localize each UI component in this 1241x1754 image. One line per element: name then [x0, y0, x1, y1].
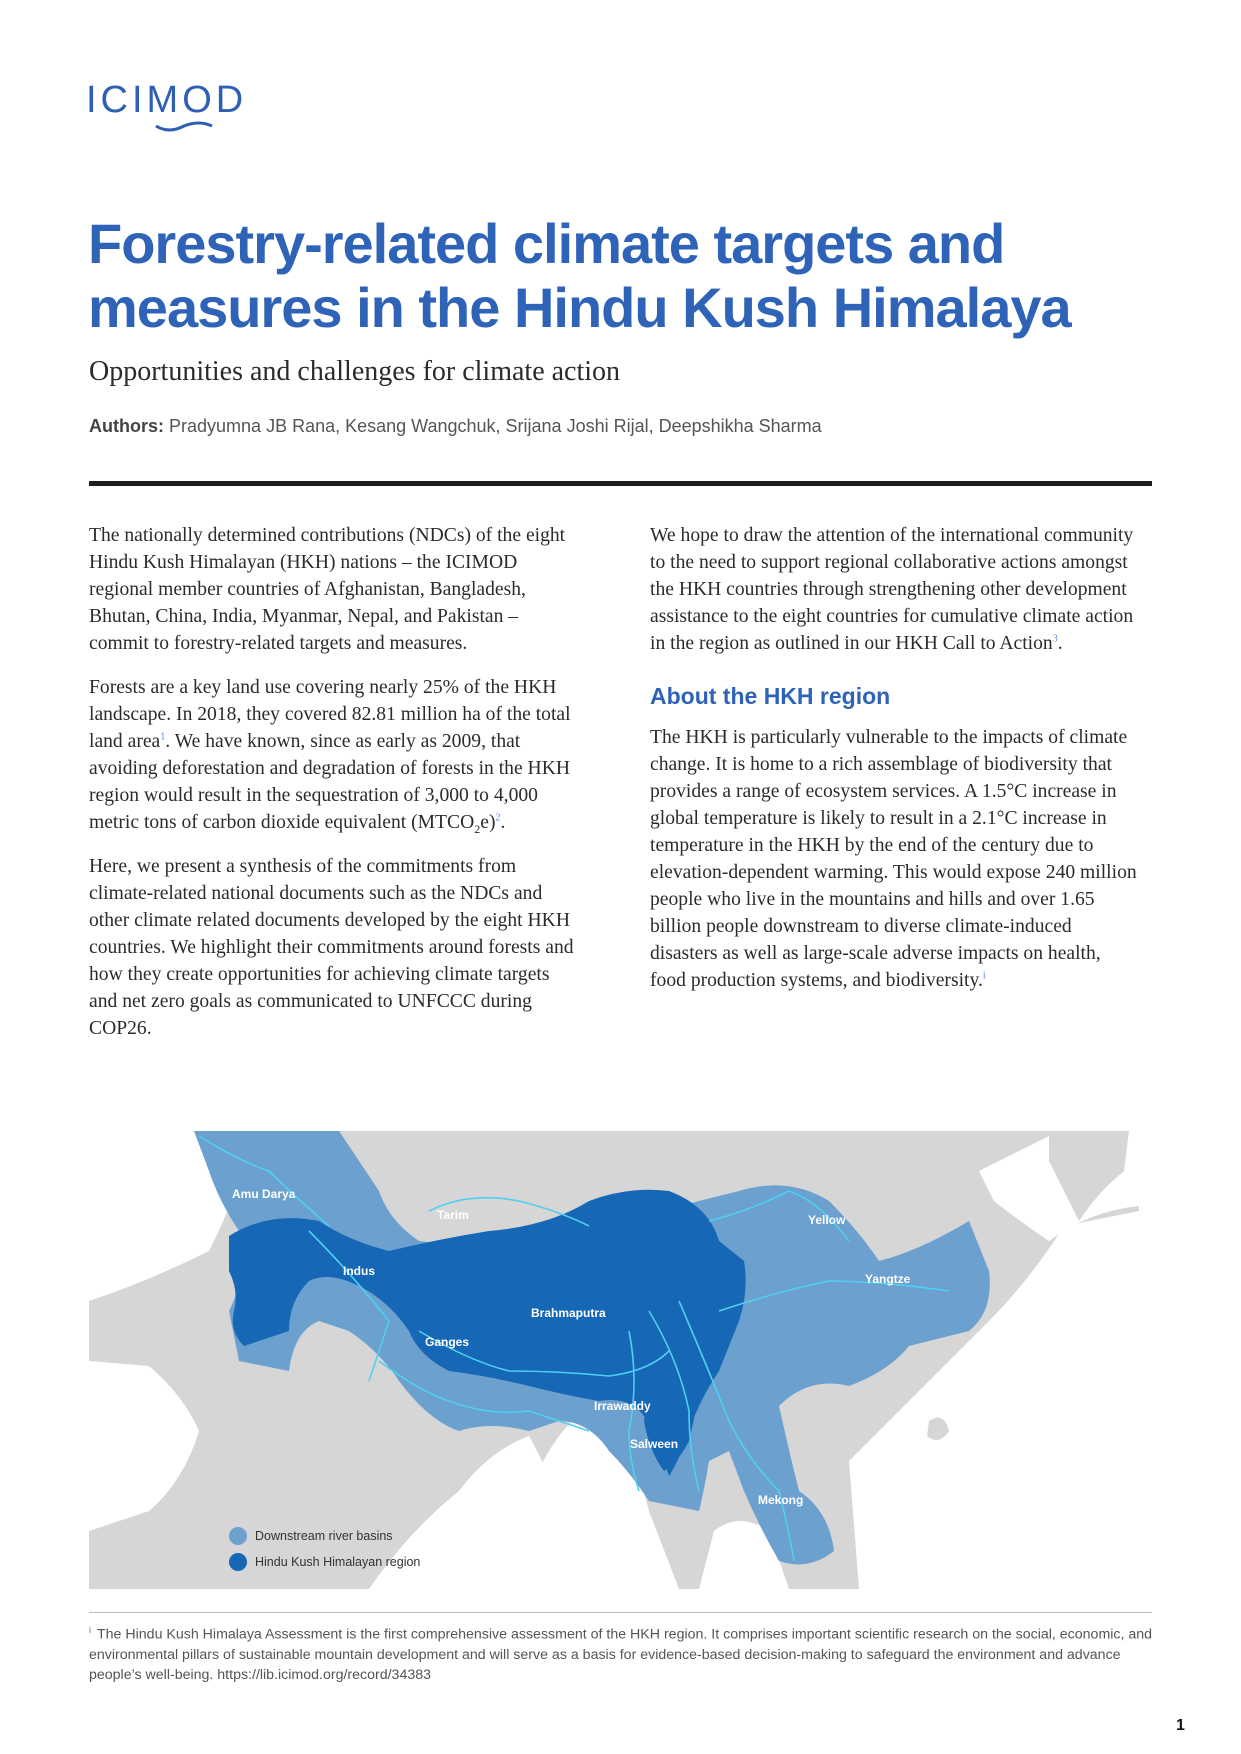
footnote-ref-1[interactable]: 1 [160, 731, 166, 743]
river-label-irrawaddy: Irrawaddy [594, 1399, 651, 1413]
river-label-yangtze: Yangtze [865, 1272, 911, 1286]
page-title [88, 212, 1168, 340]
footnote-ref-i[interactable]: i [982, 970, 986, 982]
intro-paragraph: The nationally determined contributions (NDCs) of the eight Hindu Kush Himalayan (HKH) nations – the ICIMOD regional member countries of Afghanistan, Bangladesh, Bhutan, China, India, Myanmar, Nepal, and Pakistan – commit to forestry-related targets and measures. [89, 525, 566, 654]
legend-downstream-label: Downstream river basins [255, 1529, 393, 1543]
about-hkh-paragraph [650, 724, 1140, 994]
icimod-logo [86, 80, 286, 140]
forests-text-c: e) [480, 812, 496, 833]
page-subtitle: Opportunities and challenges for climate action [89, 356, 621, 387]
about-hkh-text: The HKH is particularly vulnerable to the impacts of climate change. It is home to a rich assemblage of biodiversity that provides a range of ecosystem services. A 1.5°C increase in global temperature is likely to result in a 2.1°C increase in temperature in the HKH by the end of the century due to elevation-dependent warming. This would expose 240 million people who live in the mountains and hills and over 1.65 billion people downstream to diverse climate-induced disasters as well as large-scale adverse impacts on health, food production systems, and biodiversity. [650, 727, 1137, 991]
forests-text-b: . We have known, since as early as 2009, that avoiding deforestation and degradation of forests in the HKH region would result in the sequestration of 3,000 to 4,000 metric tons of carbon dioxide equivalent (MTCO [89, 731, 571, 833]
river-label-ganges: Ganges [425, 1335, 470, 1349]
river-label-mekong: Mekong [758, 1493, 804, 1507]
right-column [650, 522, 1140, 1011]
authors-names: Pradyumna JB Rana, Kesang Wangchuk, Srijana Joshi Rijal, Deepshikha Sharma [169, 416, 822, 436]
forests-text-d: . [500, 812, 506, 833]
forests-paragraph [89, 674, 579, 836]
forests-text-a: Forests are a key land use covering nearly 25% of the HKH landscape. In 2018, they covered 82.81 million ha of the total land area [89, 677, 571, 752]
header-divider [89, 481, 1152, 486]
hkh-river-basins-map [89, 1131, 1139, 1589]
authors-label: Authors: [89, 416, 164, 436]
section-heading-about-hkh: About the HKH region [650, 683, 891, 709]
footnote-divider [89, 1612, 1152, 1613]
river-label-amu-darya: Amu Darya [232, 1187, 296, 1201]
river-label-indus: Indus [343, 1264, 375, 1278]
river-label-yellow: Yellow [808, 1213, 846, 1227]
call-to-action-paragraph [650, 522, 1140, 657]
river-label-brahmaputra: Brahmaputra [531, 1306, 606, 1320]
authors-line [89, 416, 822, 437]
river-label-salween: Salween [630, 1437, 679, 1451]
logo-text: ICIMOD [86, 79, 248, 121]
left-column [89, 522, 579, 1059]
footnote-text: The Hindu Kush Himalaya Assessment is the first comprehensive assessment of the HKH region. It comprises important scientific research on the social, economic, and environmental pillars of sustainable mountain development and will serve as a basis for evidence-based decision-making to safeguard the environment and advance people’s well-being. https://lib.icimod.org/record/34383 [89, 1626, 1153, 1683]
logo-wave-icon [154, 120, 214, 134]
page-number: 1 [1176, 1717, 1185, 1734]
river-label-tarim: Tarim [437, 1208, 469, 1222]
cta-text-b: . [1057, 633, 1063, 654]
synthesis-paragraph: Here, we present a synthesis of the commitments from climate-related national documents such as the NDCs and other climate related documents developed by the eight HKH countries. We highlight their commitments around forests and how they create opportunities for achieving climate targets and net zero goals as communicated to UNFCCC during COP26. [89, 856, 574, 1039]
title-line-2: measures in the Hindu Kush Himalaya [88, 276, 1071, 339]
footnote-ref-3[interactable]: 3 [1052, 633, 1058, 645]
legend-downstream-swatch [229, 1527, 247, 1545]
legend-hkh-label: Hindu Kush Himalayan region [255, 1555, 421, 1569]
title-line-1: Forestry-related climate targets and [88, 212, 1005, 275]
co2-subscript: 2 [474, 821, 481, 836]
footnote-ref-2[interactable]: 2 [495, 812, 501, 824]
footnote-marker: i [89, 1625, 91, 1635]
legend-hkh-swatch [229, 1553, 247, 1571]
footnote [89, 1620, 1159, 1685]
cta-text-a: We hope to draw the attention of the international community to the need to support regional collaborative actions amongst the HKH countries through strengthening other development assistance to the eight countries for cumulative climate action in the region as outlined in our HKH Call to Action [650, 525, 1134, 654]
